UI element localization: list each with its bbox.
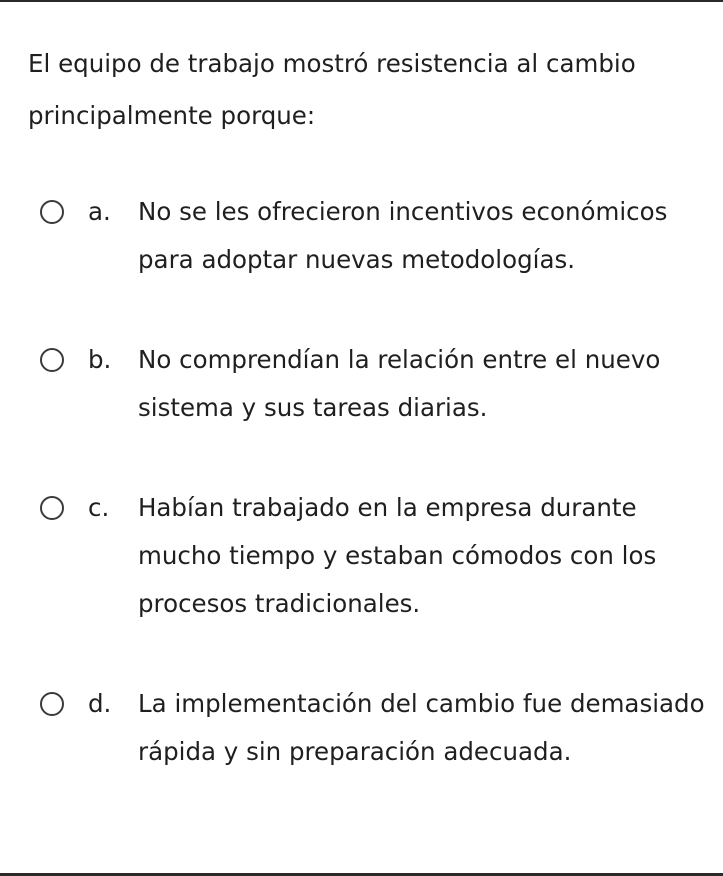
option-text: No se les ofrecieron incentivos económicos para adoptar nuevas metodologías. (138, 197, 668, 274)
radio-unselected-icon[interactable] (40, 692, 64, 716)
option-text: No comprendían la relación entre el nuevo sistema y sus tareas diarias. (138, 345, 661, 422)
option-letter: b. (88, 345, 112, 374)
option-text: Habían trabajado en la empresa durante mucho tiempo y estaban cómodos con los procesos tradicionales. (138, 493, 657, 618)
radio-unselected-icon[interactable] (40, 348, 64, 372)
option-a[interactable] (0, 188, 723, 284)
question-text: El equipo de trabajo mostró resistencia al cambio principalmente porque: (28, 49, 636, 130)
option-letter: a. (88, 197, 111, 226)
radio-unselected-icon[interactable] (40, 200, 64, 224)
option-letter: c. (88, 493, 110, 522)
answer-options (0, 188, 723, 776)
option-c[interactable] (0, 484, 723, 628)
option-letter: d. (88, 689, 112, 718)
option-b[interactable] (0, 336, 723, 432)
top-border (0, 0, 723, 2)
radio-unselected-icon[interactable] (40, 496, 64, 520)
option-d[interactable] (0, 680, 723, 776)
option-text: La implementación del cambio fue demasiado rápida y sin preparación adecuada. (138, 689, 705, 766)
